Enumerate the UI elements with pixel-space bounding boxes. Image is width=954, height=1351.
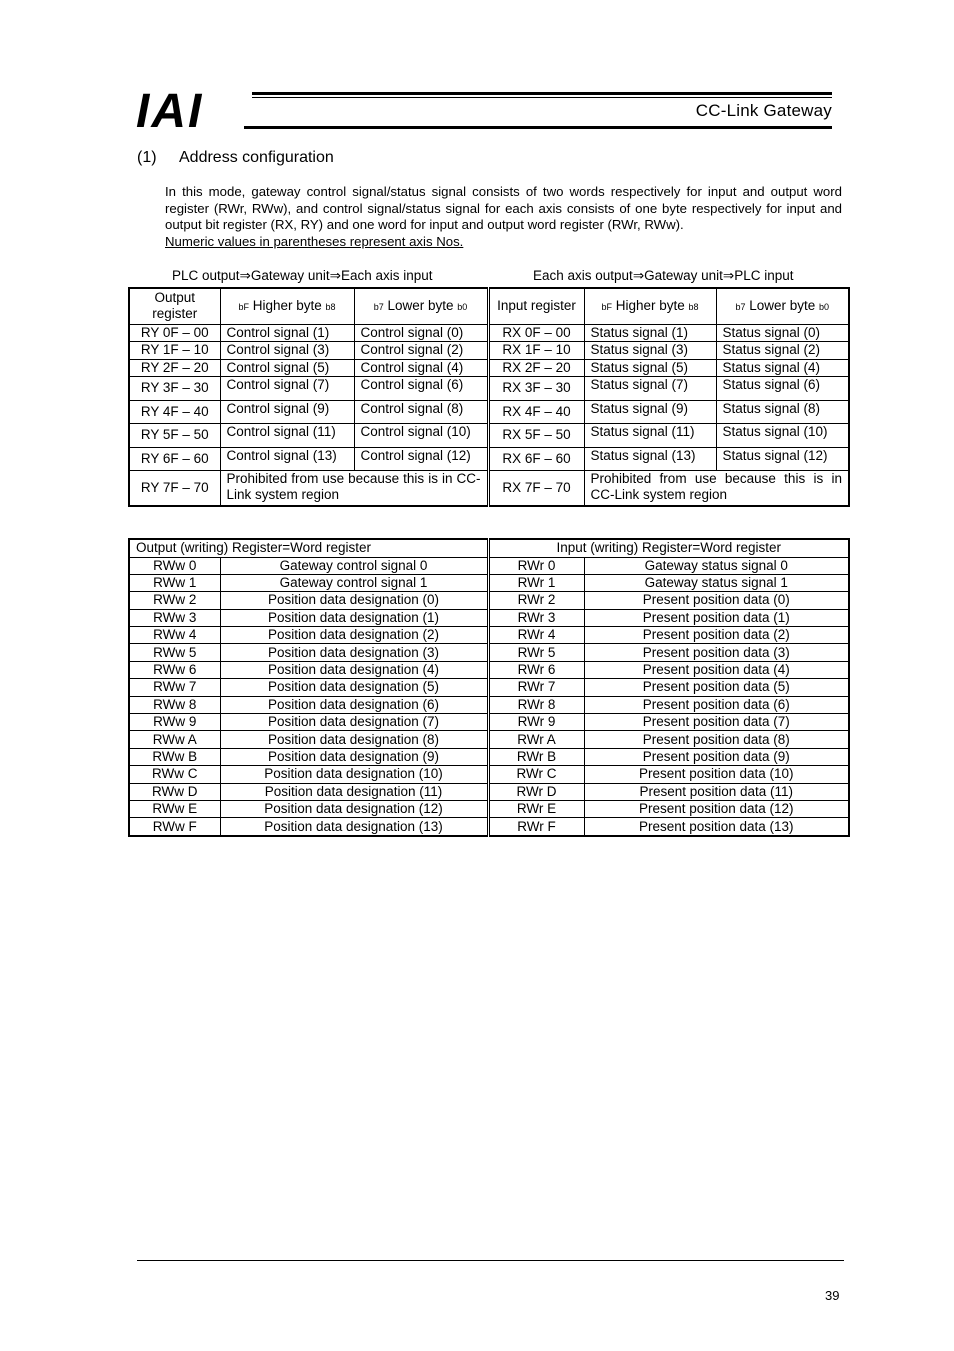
table-row xyxy=(129,731,849,748)
out-word-register: RWw 3 xyxy=(129,609,220,626)
out-word-value: Position data designation (4) xyxy=(220,661,488,678)
in-lower-byte: Status signal (4) xyxy=(716,359,849,377)
bit-label-b8: b8 xyxy=(325,301,336,312)
out-word-value: Position data designation (8) xyxy=(220,731,488,748)
out-lower-byte: Control signal (6) xyxy=(354,377,488,401)
out-word-register: RWw A xyxy=(129,731,220,748)
in-word-register: RWr 2 xyxy=(488,592,584,609)
in-word-value: Present position data (0) xyxy=(584,592,849,609)
table-row xyxy=(129,342,849,360)
in-higher-byte: Status signal (7) xyxy=(584,377,716,401)
lower-byte-label: Lower byte xyxy=(749,297,816,313)
out-word-register: RWw F xyxy=(129,818,220,836)
table-row-reserved xyxy=(129,471,849,506)
out-word-register: RWw 7 xyxy=(129,679,220,696)
caption-plc-output: PLC output⇒Gateway unit⇒Each axis input xyxy=(172,268,433,283)
out-word-register: RWw 5 xyxy=(129,644,220,661)
paragraph-text: In this mode, gateway control signal/status signal consists of two words respectively for input and output word register (RWr, RWw), and control signal/status signal for each axis consists of one byte respectively for input and output bit register (RX, RY) and one word for input and output word register (RWr, RWw). xyxy=(165,184,842,233)
out-word-register: RWw 2 xyxy=(129,592,220,609)
out-register: RY 3F – 30 xyxy=(129,377,220,401)
in-higher-byte: Status signal (1) xyxy=(584,324,716,342)
out-word-value: Gateway control signal 0 xyxy=(220,557,488,574)
out-higher-byte: Control signal (3) xyxy=(220,342,354,360)
table-row xyxy=(129,377,849,401)
out-word-value: Position data designation (6) xyxy=(220,696,488,713)
in-lower-byte: Status signal (8) xyxy=(716,400,849,424)
in-word-value: Present position data (11) xyxy=(584,783,849,800)
out-word-register: RWw 4 xyxy=(129,627,220,644)
in-register: RX 4F – 40 xyxy=(488,400,584,424)
in-word-value: Gateway status signal 1 xyxy=(584,574,849,591)
page-number: 39 xyxy=(825,1288,840,1303)
header-in-lower-byte xyxy=(716,288,849,324)
header-rule-top xyxy=(252,92,832,95)
out-word-value: Position data designation (1) xyxy=(220,609,488,626)
header-rule-top-thin xyxy=(252,97,832,98)
in-register: RX 1F – 10 xyxy=(488,342,584,360)
in-word-register: RWr 0 xyxy=(488,557,584,574)
section-title: Address configuration xyxy=(179,149,334,166)
out-word-value: Position data designation (9) xyxy=(220,748,488,765)
table-row xyxy=(129,766,849,783)
in-word-register: RWr 1 xyxy=(488,574,584,591)
out-word-register: RWw B xyxy=(129,748,220,765)
table-row xyxy=(129,557,849,574)
in-register: RX 5F – 50 xyxy=(488,424,584,448)
in-word-register: RWr 4 xyxy=(488,627,584,644)
in-word-value: Gateway status signal 0 xyxy=(584,557,849,574)
in-word-register: RWr A xyxy=(488,731,584,748)
in-register: RX 0F – 00 xyxy=(488,324,584,342)
out-register: RY 7F – 70 xyxy=(129,471,220,506)
out-higher-byte: Control signal (1) xyxy=(220,324,354,342)
in-word-register: RWr C xyxy=(488,766,584,783)
out-word-register: RWw 8 xyxy=(129,696,220,713)
table-row xyxy=(129,800,849,817)
out-word-register: RWw 6 xyxy=(129,661,220,678)
in-word-value: Present position data (2) xyxy=(584,627,849,644)
table-row xyxy=(129,324,849,342)
in-lower-byte: Status signal (12) xyxy=(716,447,849,471)
table-row xyxy=(129,714,849,731)
out-word-register: RWw D xyxy=(129,783,220,800)
out-register: RY 4F – 40 xyxy=(129,400,220,424)
section-heading xyxy=(137,149,334,167)
out-word-value: Gateway control signal 1 xyxy=(220,574,488,591)
header-rule-bottom xyxy=(244,126,832,129)
in-word-register: RWr D xyxy=(488,783,584,800)
table-row xyxy=(129,359,849,377)
out-register: RY 0F – 00 xyxy=(129,324,220,342)
out-word-register: RWw E xyxy=(129,800,220,817)
out-word-register: RWw 1 xyxy=(129,574,220,591)
out-higher-byte: Control signal (9) xyxy=(220,400,354,424)
in-word-value: Present position data (9) xyxy=(584,748,849,765)
table-row xyxy=(129,609,849,626)
out-higher-byte: Control signal (11) xyxy=(220,424,354,448)
table-row xyxy=(129,644,849,661)
paragraph-note: Numeric values in parentheses represent axis Nos. xyxy=(165,233,464,249)
in-lower-byte: Status signal (2) xyxy=(716,342,849,360)
footer-rule xyxy=(137,1260,844,1261)
in-higher-byte: Status signal (9) xyxy=(584,400,716,424)
table-row xyxy=(129,592,849,609)
in-word-register: RWr 7 xyxy=(488,679,584,696)
in-word-value: Present position data (1) xyxy=(584,609,849,626)
header-output-register: Output register xyxy=(129,288,220,324)
out-register: RY 2F – 20 xyxy=(129,359,220,377)
in-register: RX 6F – 60 xyxy=(488,447,584,471)
higher-byte-label: Higher byte xyxy=(252,297,322,313)
out-lower-byte: Control signal (0) xyxy=(354,324,488,342)
bit-label-b7: b7 xyxy=(373,301,384,312)
in-reserved-note: Prohibited from use because this is in CC-Link system region xyxy=(584,471,849,506)
table-row xyxy=(129,447,849,471)
out-word-value: Position data designation (13) xyxy=(220,818,488,836)
out-lower-byte: Control signal (2) xyxy=(354,342,488,360)
in-word-value: Present position data (3) xyxy=(584,644,849,661)
out-word-register: RWw 9 xyxy=(129,714,220,731)
table-row xyxy=(129,818,849,836)
caption-axis-output: Each axis output⇒Gateway unit⇒PLC input xyxy=(533,268,794,283)
out-word-value: Position data designation (2) xyxy=(220,627,488,644)
in-higher-byte: Status signal (13) xyxy=(584,447,716,471)
in-lower-byte: Status signal (10) xyxy=(716,424,849,448)
in-word-value: Present position data (13) xyxy=(584,818,849,836)
out-lower-byte: Control signal (4) xyxy=(354,359,488,377)
higher-byte-label: Higher byte xyxy=(615,297,685,313)
in-word-value: Present position data (7) xyxy=(584,714,849,731)
in-word-value: Present position data (5) xyxy=(584,679,849,696)
in-register: RX 7F – 70 xyxy=(488,471,584,506)
in-word-value: Present position data (10) xyxy=(584,766,849,783)
bit-table-header xyxy=(129,288,849,324)
out-register: RY 5F – 50 xyxy=(129,424,220,448)
section-paragraph xyxy=(165,184,842,250)
header-output-word: Output (writing) Register=Word register xyxy=(129,539,488,557)
table-row xyxy=(129,696,849,713)
header-out-higher-byte xyxy=(220,288,354,324)
in-word-value: Present position data (6) xyxy=(584,696,849,713)
out-higher-byte: Control signal (5) xyxy=(220,359,354,377)
word-register-table xyxy=(128,538,850,837)
section-number: (1) xyxy=(137,149,157,166)
table-row xyxy=(129,661,849,678)
table-row xyxy=(129,679,849,696)
in-higher-byte: Status signal (5) xyxy=(584,359,716,377)
header-input-register: Input register xyxy=(488,288,584,324)
bit-register-table xyxy=(128,287,850,507)
in-word-register: RWr 6 xyxy=(488,661,584,678)
table-row xyxy=(129,627,849,644)
in-word-register: RWr 5 xyxy=(488,644,584,661)
out-word-register: RWw C xyxy=(129,766,220,783)
out-word-value: Position data designation (3) xyxy=(220,644,488,661)
in-word-register: RWr 3 xyxy=(488,609,584,626)
in-word-value: Present position data (12) xyxy=(584,800,849,817)
in-register: RX 2F – 20 xyxy=(488,359,584,377)
out-higher-byte: Control signal (7) xyxy=(220,377,354,401)
table-row xyxy=(129,574,849,591)
out-lower-byte: Control signal (8) xyxy=(354,400,488,424)
header-in-higher-byte xyxy=(584,288,716,324)
in-word-register: RWr 8 xyxy=(488,696,584,713)
iai-logo: IAI xyxy=(136,85,204,138)
out-word-value: Position data designation (0) xyxy=(220,592,488,609)
in-word-register: RWr 9 xyxy=(488,714,584,731)
table-row xyxy=(129,400,849,424)
bit-label-bF: bF xyxy=(238,301,249,312)
table-row xyxy=(129,748,849,765)
in-word-register: RWr E xyxy=(488,800,584,817)
out-reserved-note: Prohibited from use because this is in CC-Link system region xyxy=(220,471,488,506)
out-word-value: Position data designation (12) xyxy=(220,800,488,817)
table-row xyxy=(129,783,849,800)
in-word-register: RWr B xyxy=(488,748,584,765)
out-word-value: Position data designation (10) xyxy=(220,766,488,783)
in-word-register: RWr F xyxy=(488,818,584,836)
out-register: RY 1F – 10 xyxy=(129,342,220,360)
out-register: RY 6F – 60 xyxy=(129,447,220,471)
bit-label-b0: b0 xyxy=(457,301,468,312)
out-lower-byte: Control signal (10) xyxy=(354,424,488,448)
bit-label-b0: b0 xyxy=(819,301,830,312)
lower-byte-label: Lower byte xyxy=(387,297,454,313)
header-out-lower-byte xyxy=(354,288,488,324)
header-title: CC-Link Gateway xyxy=(695,101,832,120)
header-input-word: Input (writing) Register=Word register xyxy=(488,539,849,557)
out-higher-byte: Control signal (13) xyxy=(220,447,354,471)
out-word-value: Position data designation (7) xyxy=(220,714,488,731)
out-lower-byte: Control signal (12) xyxy=(354,447,488,471)
in-lower-byte: Status signal (6) xyxy=(716,377,849,401)
bit-label-bF: bF xyxy=(601,301,612,312)
bit-label-b7: b7 xyxy=(735,301,746,312)
in-lower-byte: Status signal (0) xyxy=(716,324,849,342)
word-table-header xyxy=(129,539,849,557)
out-word-value: Position data designation (11) xyxy=(220,783,488,800)
bit-label-b8: b8 xyxy=(688,301,699,312)
table-row xyxy=(129,424,849,448)
out-word-register: RWw 0 xyxy=(129,557,220,574)
in-higher-byte: Status signal (3) xyxy=(584,342,716,360)
in-word-value: Present position data (8) xyxy=(584,731,849,748)
in-higher-byte: Status signal (11) xyxy=(584,424,716,448)
in-word-value: Present position data (4) xyxy=(584,661,849,678)
in-register: RX 3F – 30 xyxy=(488,377,584,401)
out-word-value: Position data designation (5) xyxy=(220,679,488,696)
